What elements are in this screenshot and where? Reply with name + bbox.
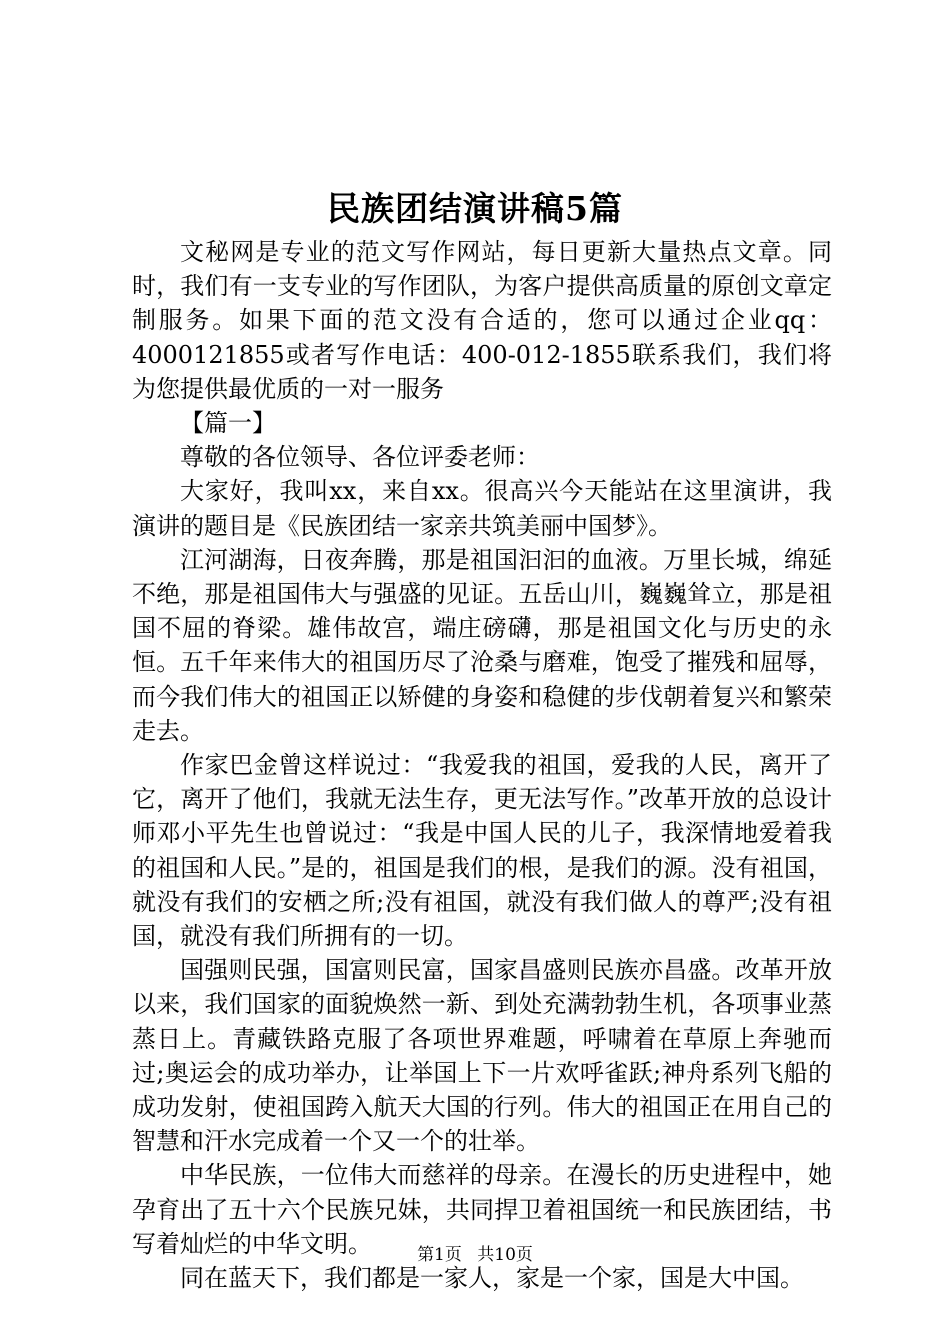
body-paragraph: 同在蓝天下，我们都是一家人，家是一个家，国是大中国。 [180, 1264, 804, 1293]
document-title: 民族团结演讲稿5篇 [327, 189, 623, 228]
body-paragraph: 作家巴金曾这样说过：“我爱我的祖国，爱我的人民，离开了它，离开了他们，我就无法生存，更无法写作。”改革开放的总设计师邓小平先生也曾说过：“我是中国人民的儿子，我深情地爱着我的祖国和人民。”是的，祖国是我们的根，是我们的源。没有祖国，就没有我们的安栖之所;没有祖国，就没有我们做人的尊严;没有祖国，就没有我们所拥有的一切。 [132, 751, 832, 951]
document-body [132, 235, 832, 1295]
body-paragraph: 中华民族，一位伟大而慈祥的母亲。在漫长的历史进程中，她孕育出了五十六个民族兄妹，共同捍卫着祖国统一和民族团结，书写着灿烂的中华文明。 [132, 1161, 832, 1258]
page-footer [0, 1243, 950, 1267]
section-heading: 【篇一】 [180, 409, 276, 438]
salutation: 尊敬的各位领导、各位评委老师： [180, 443, 540, 472]
page-count: 共10页 [477, 1245, 533, 1265]
body-paragraph: 大家好，我叫xx，来自xx。很高兴今天能站在这里演讲，我演讲的题目是《民族团结一家亲共筑美丽中国梦》。 [132, 477, 832, 540]
body-paragraph: 国强则民强，国富则民富，国家昌盛则民族亦昌盛。改革开放以来，我们国家的面貌焕然一新、到处充满勃勃生机，各项事业蒸蒸日上。青藏铁路克服了各项世界难题，呼啸着在草原上奔驰而过;奥运会的成功举办，让举国上下一片欢呼雀跃;神舟系列飞船的成功发射，使祖国跨入航天大国的行列。伟大的祖国正在用自己的智慧和汗水完成着一个又一个的壮举。 [132, 956, 832, 1156]
body-paragraph: 江河湖海，日夜奔腾，那是祖国汩汩的血液。万里长城，绵延不绝，那是祖国伟大与强盛的见证。五岳山川，巍巍耸立，那是祖国不屈的脊梁。雄伟故宫，端庄磅礴，那是祖国文化与历史的永恒。五千年来伟大的祖国历尽了沧桑与磨难，饱受了摧残和屈辱，而今我们伟大的祖国正以矫健的身姿和稳健的步伐朝着复兴和繁荣走去。 [132, 545, 832, 745]
intro-paragraph: 文秘网是专业的范文写作网站，每日更新大量热点文章。同时，我们有一支专业的写作团队，为客户提供高质量的原创文章定制服务。如果下面的范文没有合适的，您可以通过企业qq：4000121855或者写作电话：400-012-1855联系我们，我们将为您提供最优质的一对一服务 [132, 238, 832, 403]
page-number: 第1页 [417, 1245, 462, 1265]
